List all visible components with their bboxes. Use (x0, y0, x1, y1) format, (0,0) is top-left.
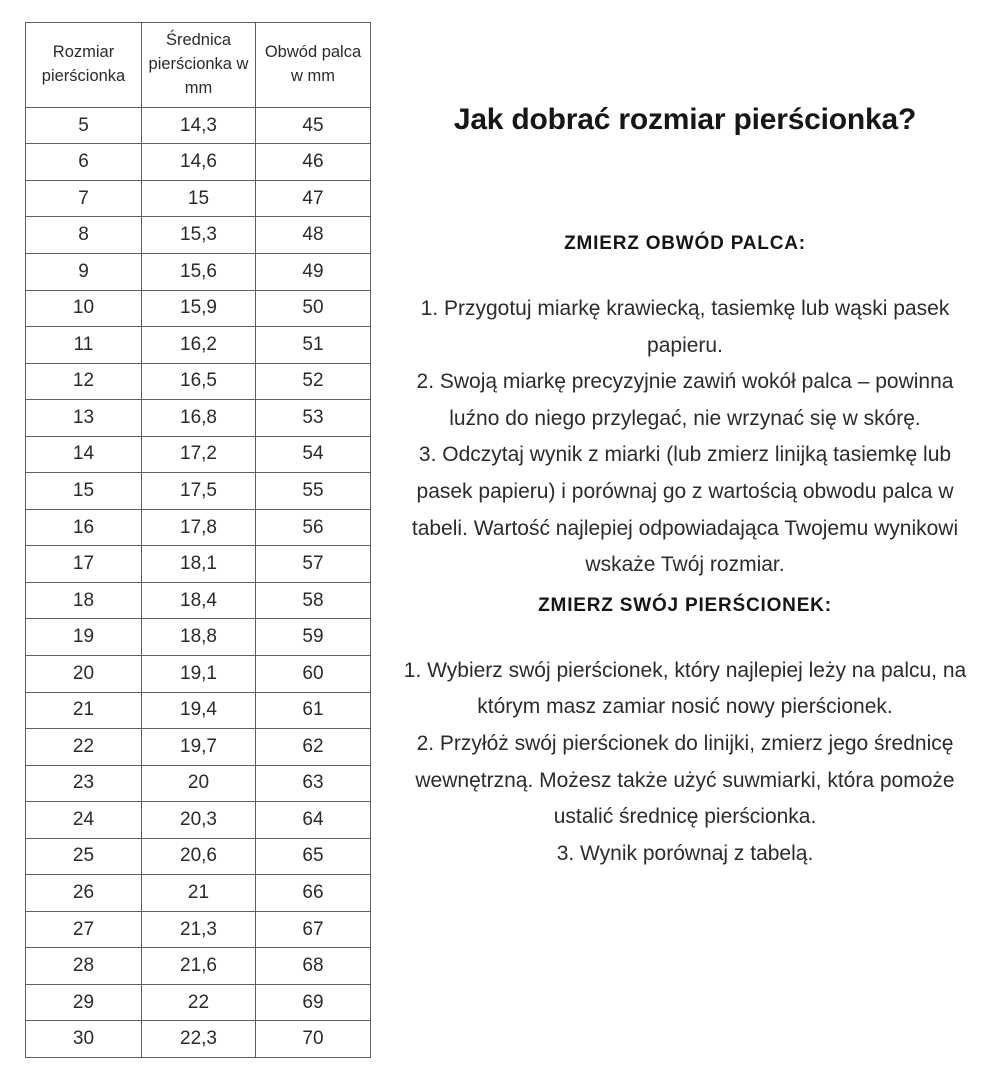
cell-ring-size: 6 (26, 144, 142, 181)
cell-ring-size: 23 (26, 765, 142, 802)
ring-size-table (25, 22, 371, 1058)
page-title: Jak dobrać rozmiar pierścionka? (453, 103, 917, 136)
cell-ring-size: 26 (26, 875, 142, 912)
cell-ring-diameter: 16,5 (142, 363, 256, 400)
cell-finger-circumference: 51 (256, 327, 371, 364)
cell-finger-circumference: 55 (256, 473, 371, 510)
cell-ring-size: 14 (26, 436, 142, 473)
cell-finger-circumference: 69 (256, 984, 371, 1021)
table-row (26, 253, 371, 290)
cell-finger-circumference: 59 (256, 619, 371, 656)
instruction-step: 1. Przygotuj miarkę krawiecką, tasiemkę lub wąski pasek papieru. (420, 297, 950, 357)
table-row (26, 729, 371, 766)
cell-ring-diameter: 19,7 (142, 729, 256, 766)
cell-finger-circumference: 62 (256, 729, 371, 766)
section-measure-ring (399, 592, 971, 873)
table-row (26, 765, 371, 802)
cell-finger-circumference: 56 (256, 509, 371, 546)
cell-finger-circumference: 46 (256, 144, 371, 181)
cell-ring-diameter: 18,1 (142, 546, 256, 583)
cell-finger-circumference: 57 (256, 546, 371, 583)
cell-ring-diameter: 21,6 (142, 948, 256, 985)
table-row (26, 107, 371, 144)
table-row (26, 948, 371, 985)
cell-ring-diameter: 21,3 (142, 911, 256, 948)
table-row (26, 802, 371, 839)
size-table-body (26, 107, 371, 1057)
cell-finger-circumference: 49 (256, 253, 371, 290)
cell-ring-size: 25 (26, 838, 142, 875)
cell-ring-diameter: 15,3 (142, 217, 256, 254)
cell-ring-diameter: 14,3 (142, 107, 256, 144)
cell-ring-diameter: 18,4 (142, 582, 256, 619)
cell-finger-circumference: 54 (256, 436, 371, 473)
cell-ring-size: 20 (26, 655, 142, 692)
cell-ring-size: 22 (26, 729, 142, 766)
cell-ring-size: 18 (26, 582, 142, 619)
header-finger-circumference: Obwód palca w mm (256, 23, 371, 108)
table-row (26, 473, 371, 510)
cell-ring-size: 21 (26, 692, 142, 729)
table-row (26, 1021, 371, 1058)
cell-ring-diameter: 21 (142, 875, 256, 912)
cell-finger-circumference: 66 (256, 875, 371, 912)
table-row (26, 984, 371, 1021)
cell-ring-size: 29 (26, 984, 142, 1021)
cell-finger-circumference: 52 (256, 363, 371, 400)
cell-ring-size: 12 (26, 363, 142, 400)
cell-finger-circumference: 45 (256, 107, 371, 144)
cell-ring-diameter: 17,8 (142, 509, 256, 546)
cell-ring-diameter: 20,3 (142, 802, 256, 839)
cell-ring-diameter: 22 (142, 984, 256, 1021)
table-row (26, 509, 371, 546)
table-header-row (26, 23, 371, 108)
cell-ring-diameter: 19,1 (142, 655, 256, 692)
table-row (26, 327, 371, 364)
steps-measure-ring (399, 653, 971, 873)
size-guide (399, 0, 971, 872)
section-heading-measure-ring: ZMIERZ SWÓJ PIERŚCIONEK: (538, 594, 832, 616)
cell-finger-circumference: 70 (256, 1021, 371, 1058)
instruction-step: 1. Wybierz swój pierścionek, który najlepiej leży na palcu, na którym masz zamiar nosić nowy pierścionek. (403, 658, 967, 719)
cell-ring-diameter: 18,8 (142, 619, 256, 656)
instruction-step: 2. Swoją miarkę precyzyjnie zawiń wokół palca – powinna luźno do niego przylegać, nie wrzynać się w skórę. (416, 370, 954, 430)
section-measure-finger (399, 230, 971, 584)
cell-finger-circumference: 64 (256, 802, 371, 839)
cell-finger-circumference: 58 (256, 582, 371, 619)
table-row (26, 400, 371, 437)
cell-finger-circumference: 48 (256, 217, 371, 254)
cell-ring-size: 17 (26, 546, 142, 583)
table-row (26, 144, 371, 181)
cell-ring-size: 10 (26, 290, 142, 327)
table-row (26, 436, 371, 473)
cell-finger-circumference: 50 (256, 290, 371, 327)
cell-ring-size: 24 (26, 802, 142, 839)
cell-ring-diameter: 19,4 (142, 692, 256, 729)
cell-ring-diameter: 15 (142, 180, 256, 217)
table-row (26, 363, 371, 400)
steps-measure-finger (399, 291, 971, 584)
table-row (26, 655, 371, 692)
cell-ring-size: 27 (26, 911, 142, 948)
instruction-step: 2. Przyłóż swój pierścionek do linijki, zmierz jego średnicę wewnętrzną. Możesz także użyć suwmiarki, która pomoże ustalić średnicę pierścionka. (415, 731, 955, 829)
table-row (26, 692, 371, 729)
cell-ring-diameter: 17,5 (142, 473, 256, 510)
header-ring-size: Rozmiar pierścionka (26, 23, 142, 108)
cell-ring-diameter: 20 (142, 765, 256, 802)
cell-ring-diameter: 17,2 (142, 436, 256, 473)
instruction-step: 3. Wynik porównaj z tabelą. (556, 841, 814, 865)
cell-ring-size: 30 (26, 1021, 142, 1058)
table-row (26, 180, 371, 217)
cell-finger-circumference: 61 (256, 692, 371, 729)
table-row (26, 838, 371, 875)
cell-ring-size: 8 (26, 217, 142, 254)
instruction-step: 3. Odczytaj wynik z miarki (lub zmierz linijką tasiemkę lub pasek papieru) i porównaj go z wartością obwodu palca w tabeli. Wartość najlepiej odpowiadająca Twojemu wynikowi wskaże Twój rozmiar. (411, 443, 959, 577)
table-row (26, 546, 371, 583)
cell-ring-diameter: 22,3 (142, 1021, 256, 1058)
header-ring-diameter: Średnica pierścionka w mm (142, 23, 256, 108)
table-row (26, 875, 371, 912)
cell-ring-size: 9 (26, 253, 142, 290)
table-row (26, 582, 371, 619)
section-heading-measure-finger: ZMIERZ OBWÓD PALCA: (564, 233, 806, 254)
cell-ring-diameter: 16,2 (142, 327, 256, 364)
cell-ring-diameter: 16,8 (142, 400, 256, 437)
cell-ring-diameter: 15,9 (142, 290, 256, 327)
cell-ring-size: 13 (26, 400, 142, 437)
cell-ring-diameter: 15,6 (142, 253, 256, 290)
table-row (26, 911, 371, 948)
cell-ring-diameter: 20,6 (142, 838, 256, 875)
cell-ring-size: 5 (26, 107, 142, 144)
cell-finger-circumference: 47 (256, 180, 371, 217)
cell-finger-circumference: 53 (256, 400, 371, 437)
table-row (26, 619, 371, 656)
cell-ring-size: 28 (26, 948, 142, 985)
table-row (26, 290, 371, 327)
cell-ring-size: 19 (26, 619, 142, 656)
cell-finger-circumference: 67 (256, 911, 371, 948)
cell-finger-circumference: 63 (256, 765, 371, 802)
cell-finger-circumference: 65 (256, 838, 371, 875)
table-row (26, 217, 371, 254)
cell-finger-circumference: 60 (256, 655, 371, 692)
cell-finger-circumference: 68 (256, 948, 371, 985)
cell-ring-size: 16 (26, 509, 142, 546)
cell-ring-size: 11 (26, 327, 142, 364)
cell-ring-size: 7 (26, 180, 142, 217)
cell-ring-size: 15 (26, 473, 142, 510)
cell-ring-diameter: 14,6 (142, 144, 256, 181)
